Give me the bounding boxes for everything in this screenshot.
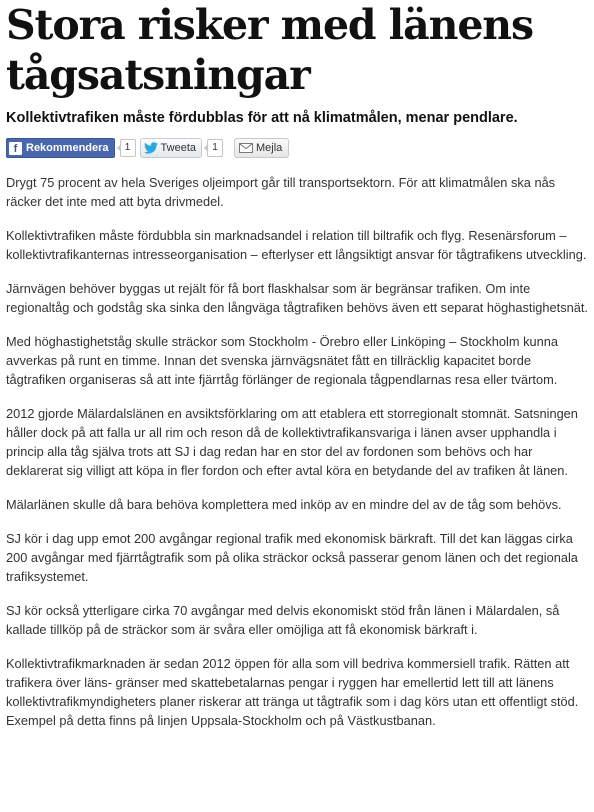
email-share-button[interactable] bbox=[234, 138, 289, 158]
facebook-icon: f bbox=[9, 142, 22, 155]
envelope-icon bbox=[239, 143, 253, 153]
article-paragraph: Drygt 75 procent av hela Sveriges oljeimport går till transportsektorn. För att klimatmålen ska nås räcker det inte med att byta drivmedel. bbox=[6, 175, 556, 209]
article-paragraph: Med höghastighetståg skulle sträckor som Stockholm - Örebro eller Linköping – Stockholm kunna avverkas på runt en timme. Innan det svenska järnvägsnätet fått en tillräcklig kapacitet borde tågtrafiken organiseras så att inte fjärrtåg förlänger de regionala tågpendlarnas resa eller tvärtom. bbox=[6, 334, 558, 387]
tweet-count: 1 bbox=[207, 139, 223, 157]
article-headline: Stora risker med länens tågsatsningar bbox=[6, 1, 533, 99]
article-body bbox=[6, 173, 590, 730]
facebook-recommend-label: Rekommendera bbox=[26, 142, 109, 154]
twitter-bird-icon bbox=[144, 142, 158, 154]
article-lede: Kollektivtrafiken måste fördubblas för att nå klimatmålen, menar pendlare. bbox=[6, 110, 518, 126]
article-paragraph: Järnvägen behöver byggas ut rejält för få bort flaskhalsar som är begränsar trafiken. Om inte regionaltåg och godståg ska sinka den långväga tågtrafiken behövs även ett separat höghastighetsnät. bbox=[6, 281, 588, 315]
article-paragraph: Kollektivtrafikmarknaden är sedan 2012 öppen för alla som vill bedriva kommersiell trafik. Rätten att trafikera över läns- gränser med skattebetalarnas pengar i ryggen har emellertid lett till att länens kollektivtrafikmyndigheters planer riskerar att tränga ut tågtrafik som i dag körs utan ett offentligt stöd. Exempel på detta finns på linjen Uppsala-Stockholm och på Västkustbanan. bbox=[6, 656, 579, 728]
facebook-count: 1 bbox=[120, 139, 136, 157]
article bbox=[6, 0, 590, 745]
facebook-recommend-button[interactable] bbox=[6, 138, 115, 158]
email-share-label: Mejla bbox=[256, 142, 283, 154]
share-bar bbox=[6, 138, 590, 158]
article-paragraph: SJ kör också ytterligare cirka 70 avgångar med delvis ekonomiskt stöd från länen i Mälardalen, så kallade tillköp på de sträckor som är svåra eller omöjliga att få ekonomisk bärkraft i. bbox=[6, 603, 560, 637]
article-paragraph: Kollektivtrafiken måste fördubbla sin marknadsandel i relation till biltrafik och flyg. Resenärsforum – kollektivtrafikanternas intresseorganisation – efterlyser ett långsiktigt ansvar för tågtrafikens utveckling. bbox=[6, 228, 587, 262]
tweet-button[interactable] bbox=[140, 138, 202, 158]
article-paragraph: SJ kör i dag upp emot 200 avgångar regional trafik med ekonomisk bärkraft. Till det kan läggas cirka 200 avgångar med fjärrtågtrafik som på olika sträckor också passerar genom länen och det regionala trafiksystemet. bbox=[6, 531, 578, 584]
article-paragraph: 2012 gjorde Mälardalslänen en avsiktsförklaring om att etablera ett storregionalt stomnät. Satsningen håller dock på att falla ur all rim och reson då de kollektivtrafikansvariga i länen avser upphandla i princip alla tåg själva trots att SJ i dag redan har en stor del av fordonen som behövs och har deklarerat sig villigt att köpa in fler fordon och efter avtal köra en betydande del av trafiken åt länen. bbox=[6, 406, 578, 478]
article-paragraph: Mälarlänen skulle då bara behöva komplettera med inköp av en mindre del av de tåg som behövs. bbox=[6, 497, 562, 512]
tweet-label: Tweeta bbox=[160, 142, 197, 154]
